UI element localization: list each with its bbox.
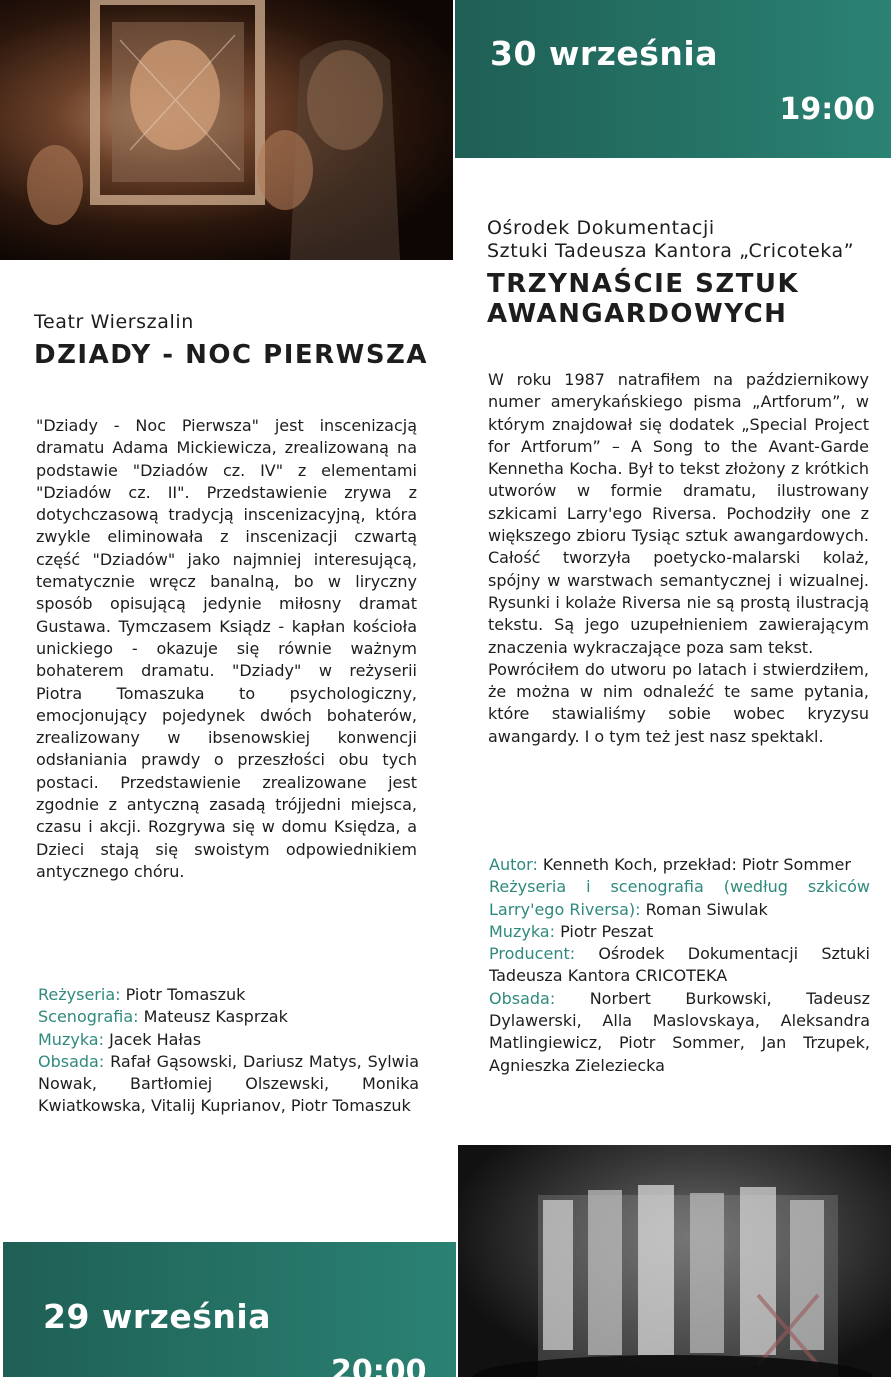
organizer-line: Ośrodek Dokumentacji [487,217,715,239]
credit-value: Roman Siwulak [640,899,768,919]
credit-direction [489,876,870,921]
event-time: 20:00 [331,1354,427,1389]
credit-label: Autor: [489,855,538,874]
credit-value: Piotr Peszat [555,921,654,941]
credit-value: Ośrodek Dokumentacji Sztuki Tadeusza Kantora CRICOTEKA [489,944,870,986]
credit-label: Reżyseria i scenografia (według szkiców Larry'ego Riversa): [489,877,870,919]
title-line: AWANGARDOWYCH [487,299,788,329]
date-banner-left [3,1242,456,1389]
event-title [487,269,799,329]
credit-label: Reżyseria: [38,985,121,1004]
description-paragraph: Powróciłem do utworu po latach i stwierdziłem, że można w nim odnaleźć te same pytania, które stawialiśmy sobie wobec kryzysu awangardy. I o tym też jest nasz spektakl. [488,659,869,746]
credit-value: Mateusz Kasprzak [138,1007,288,1027]
credit-value: Norbert Burkowski, Tadeusz Dylawerski, Alla Maslovskaya, Aleksandra Matlingiewicz, Piotr Sommer, Jan Trzupek, Agnieszka Zieleziecka [489,988,870,1075]
credit-label: Scenografia: [38,1007,139,1027]
credit-value: Rafał Gąsowski, Dariusz Matys, Sylwia Nowak, Bartłomiej Olszewski, Monika Kwiatkowska, Vitalij Kuprianov, Piotr Tomaszuk [38,1051,419,1116]
credit-value: Kenneth Koch, przekład: Piotr Sommer [537,855,851,874]
credit-music [489,921,870,943]
credit-value: Piotr Tomaszuk [120,985,246,1004]
credit-scenography [38,1006,419,1028]
credit-cast [38,1051,419,1118]
credit-label: Muzyka: [38,1029,104,1049]
dziady-stage-photo [0,0,453,260]
event-description [36,415,417,883]
event-time: 19:00 [779,92,875,127]
event-title: DZIADY - NOC PIERWSZA [34,340,429,370]
event-date: 30 września [490,34,718,73]
credit-direction [38,984,419,1006]
event-description [488,369,869,748]
credit-music [38,1029,419,1051]
credit-label: Muzyka: [489,921,555,941]
credits-list [38,984,419,1118]
credit-label: Producent: [489,944,576,964]
credits-list [489,854,870,1077]
description-paragraph: "Dziady - Noc Pierwsza" jest inscenizacją dramatu Adama Mickiewicza, zrealizowaną na podstawie "Dziadów cz. IV" z elementami "Dziadów cz. II". Przedstawienie zrywa z dotychczasową tradycją inscenizacyjną, która zwykle eliminowała z inscenizacji czwartą część "Dziadów" jako najmniej interesującą, tematycznie wręcz banalną, bo w liryczny sposób opisującą jedynie miłosny dramat Gustawa. Tymczasem Ksiądz - kapłan kościoła unickiego - okazuje się równie ważnym bohaterem dramatu. "Dziady" w reżyserii Piotra Tomaszuka to psychologiczny, emocjonujący pojedynek dwóch bohaterów, zrealizowany w ibsenowskiej konwencji odsłaniania prawdy o przeszłości obu tych postaci. Przedstawienie zrealizowane jest zgodnie z antyczną zasadą trójjedni miejsca, czasu i akcji. Rozgrywa się w domu Księdza, a Dzieci stają się swoistym odpowiednikiem antycznego chóru. [36,416,417,881]
credit-label: Obsada: [489,988,556,1008]
theatre-name: Teatr Wierszalin [34,311,194,333]
credit-producer [489,943,870,988]
event-date: 29 września [43,1297,271,1336]
avant-garde-stage-photo [458,1145,891,1377]
organizer-line: Sztuki Tadeusza Kantora „Cricoteka” [487,240,855,262]
credit-author [489,854,870,876]
credit-value: Jacek Hałas [104,1029,202,1049]
title-line: TRZYNAŚCIE SZTUK [487,269,800,299]
credit-label: Obsada: [38,1051,105,1071]
organizer-name [487,217,854,263]
date-banner-right [455,0,891,158]
credit-cast [489,988,870,1077]
description-paragraph: W roku 1987 natrafiłem na październikowy numer amerykańskiego pisma „Artforum”, w którym znajdował się dodatek „Special Project for Artforum” – A Song to the Avant-Garde Kennetha Kocha. Był to tekst złożony z krótkich utworów w formie dramatu, ilustrowany szkicami Larry'ego Riversa. Pochodziły one z większego zbioru Tysiąc sztuk awangardowych. Całość tworzyła poetycko-malarski kolaż, spójny w warstwach semantycznej i wizualnej. Rysunki i kolaże Riversa nie są prostą ilustracją tekstu. Są jego uzupełnieniem zawierającym znaczenia wykraczające poza sam tekst. [488,370,869,657]
